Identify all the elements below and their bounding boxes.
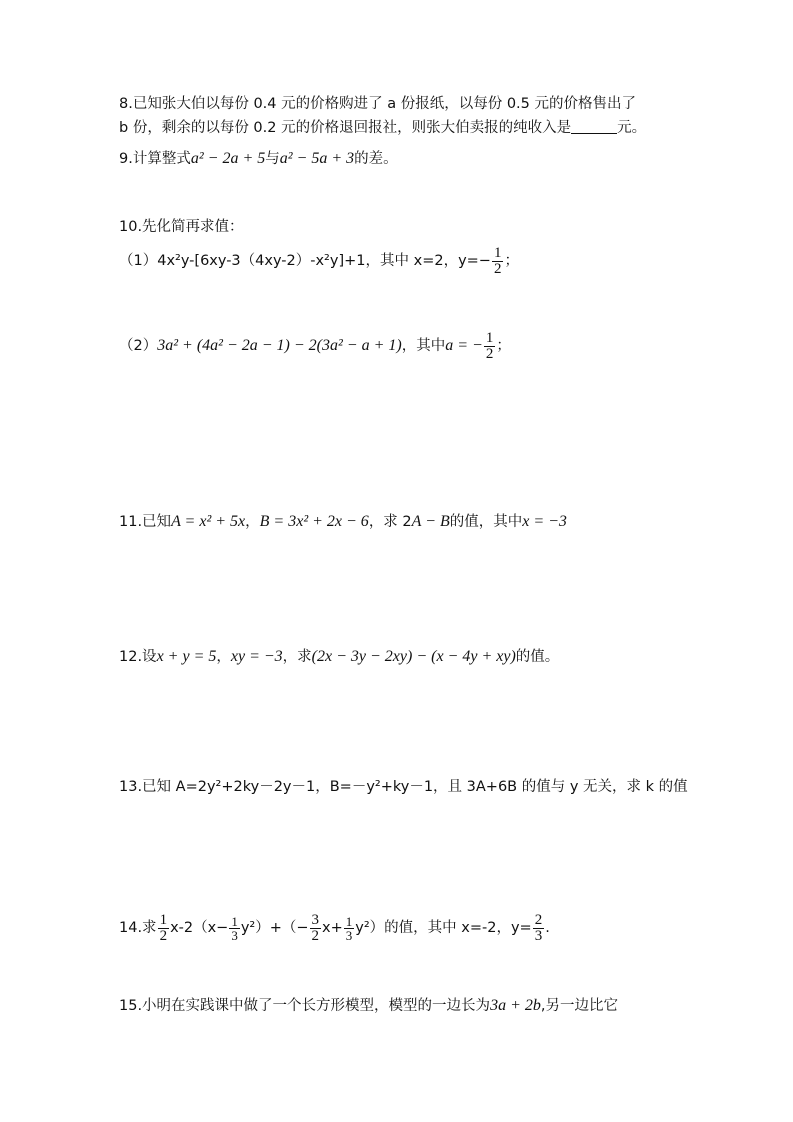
fraction-numerator: 1 [485,329,494,346]
problem-9 [119,149,398,169]
problem-11-mid: ，求 2 [368,514,412,530]
fraction-numerator: 1 [231,913,238,929]
problem-14-part-c: x+ [322,920,343,936]
problem-12-suffix: 的值。 [515,649,560,665]
problem-12-prefix: 12.设 [119,649,157,665]
fraction-denominator: 2 [485,345,494,362]
problem-14-part-a: x-2（x− [170,920,229,936]
problem-8-line-1: 8.已知张大伯以每份 0.4 元的价格购进了 a 份报纸，以每份 0.5 元的价格售出了 [119,96,636,112]
punctuation: ； [504,253,519,269]
fraction-denominator: 3 [345,927,353,943]
problem-11-b-def: B = 3x² + 2x − 6 [259,513,369,530]
problem-11-x-value: x = −3 [522,513,567,530]
problem-10-part-2 [119,330,511,362]
fraction [344,915,355,942]
problem-12 [119,647,559,667]
fraction-denominator: 3 [534,927,543,944]
problem-10-2-expr: 3a² + (4a² − 2a − 1) − 2(3a² − a + 1) [157,337,402,354]
punctuation: . [545,920,550,936]
problem-9-suffix: 的差。 [354,151,398,167]
fraction-numerator: 1 [159,911,168,928]
problem-10-part-1 [119,245,519,277]
problem-10-1-expr: 4x²y-[6xy-3（4xy-2）-x²y]+1 [157,253,366,269]
problem-9-mid: 与 [265,151,280,167]
problem-12-condition-2: xy = −3 [230,648,283,665]
part-label: （2） [119,338,158,354]
fraction [158,913,170,944]
problem-14-prefix: 14.求 [119,920,157,936]
fraction [533,913,545,944]
fraction [310,913,322,944]
problem-11-condition: 的值，其中 [449,514,523,530]
fraction [229,915,240,942]
punctuation: ， [216,649,231,665]
fraction-numerator: 3 [311,911,320,928]
problem-10-1-condition: ，其中 x=2，y=− [365,253,491,269]
part-label: （1） [119,253,158,269]
punctuation: ； [496,338,511,354]
problem-9-expr-2: a² − 5a + 3 [279,150,355,167]
problem-12-condition-1: x + y = 5 [156,648,217,665]
problem-8-line-2 [119,118,646,138]
problem-13: 13.已知 A=2y²+2ky－2y－1，B=－y²+ky－1，且 3A+6B 的值与 y 无关，求 k 的值 [119,779,688,795]
fraction [492,246,504,277]
problem-11-expr: A − B [411,513,450,530]
problem-8-unit: 元。 [617,120,647,136]
fraction-numerator: 2 [534,911,543,928]
problem-10-2-condition: ，其中 [401,338,446,354]
problem-9-expr-1: a² − 2a + 5 [190,150,266,167]
answer-blank [571,119,617,134]
problem-14-part-d: y²）的值，其中 x=-2，y= [355,920,532,936]
fraction-denominator: 2 [493,260,502,277]
problem-8-text: b 份，剩余的以每份 0.2 元的价格退回报社，则张大伯卖报的纯收入是 [119,120,572,136]
problem-9-prefix: 9.计算整式 [119,151,191,167]
punctuation: ， [245,514,260,530]
problem-12-expr: (2x − 3y − 2xy) − (x − 4y + xy) [311,648,516,665]
problem-15 [119,996,618,1016]
fraction-denominator: 3 [231,927,238,943]
fraction-numerator: 1 [493,244,502,261]
problem-15-suffix: ,另一边比它 [540,998,618,1014]
fraction-denominator: 2 [311,927,320,944]
fraction-denominator: 2 [159,927,168,944]
problem-11 [119,512,567,532]
problem-10-title: 10.先化简再求值： [119,219,244,235]
fraction-numerator: 1 [345,913,353,929]
problem-14-part-b: y²）+（− [240,920,309,936]
problem-11-prefix: 11.已知 [119,514,172,530]
problem-15-prefix: 15.小明在实践课中做了一个长方形模型，模型的一边长为 [119,998,491,1014]
problem-11-a-def: A = x² + 5x [171,513,246,530]
problem-12-mid: ，求 [282,649,312,665]
problem-15-expr: 3a + 2b [490,997,541,1014]
fraction [484,331,496,362]
problem-14 [119,912,550,944]
problem-10-2-var: a = − [445,337,483,354]
